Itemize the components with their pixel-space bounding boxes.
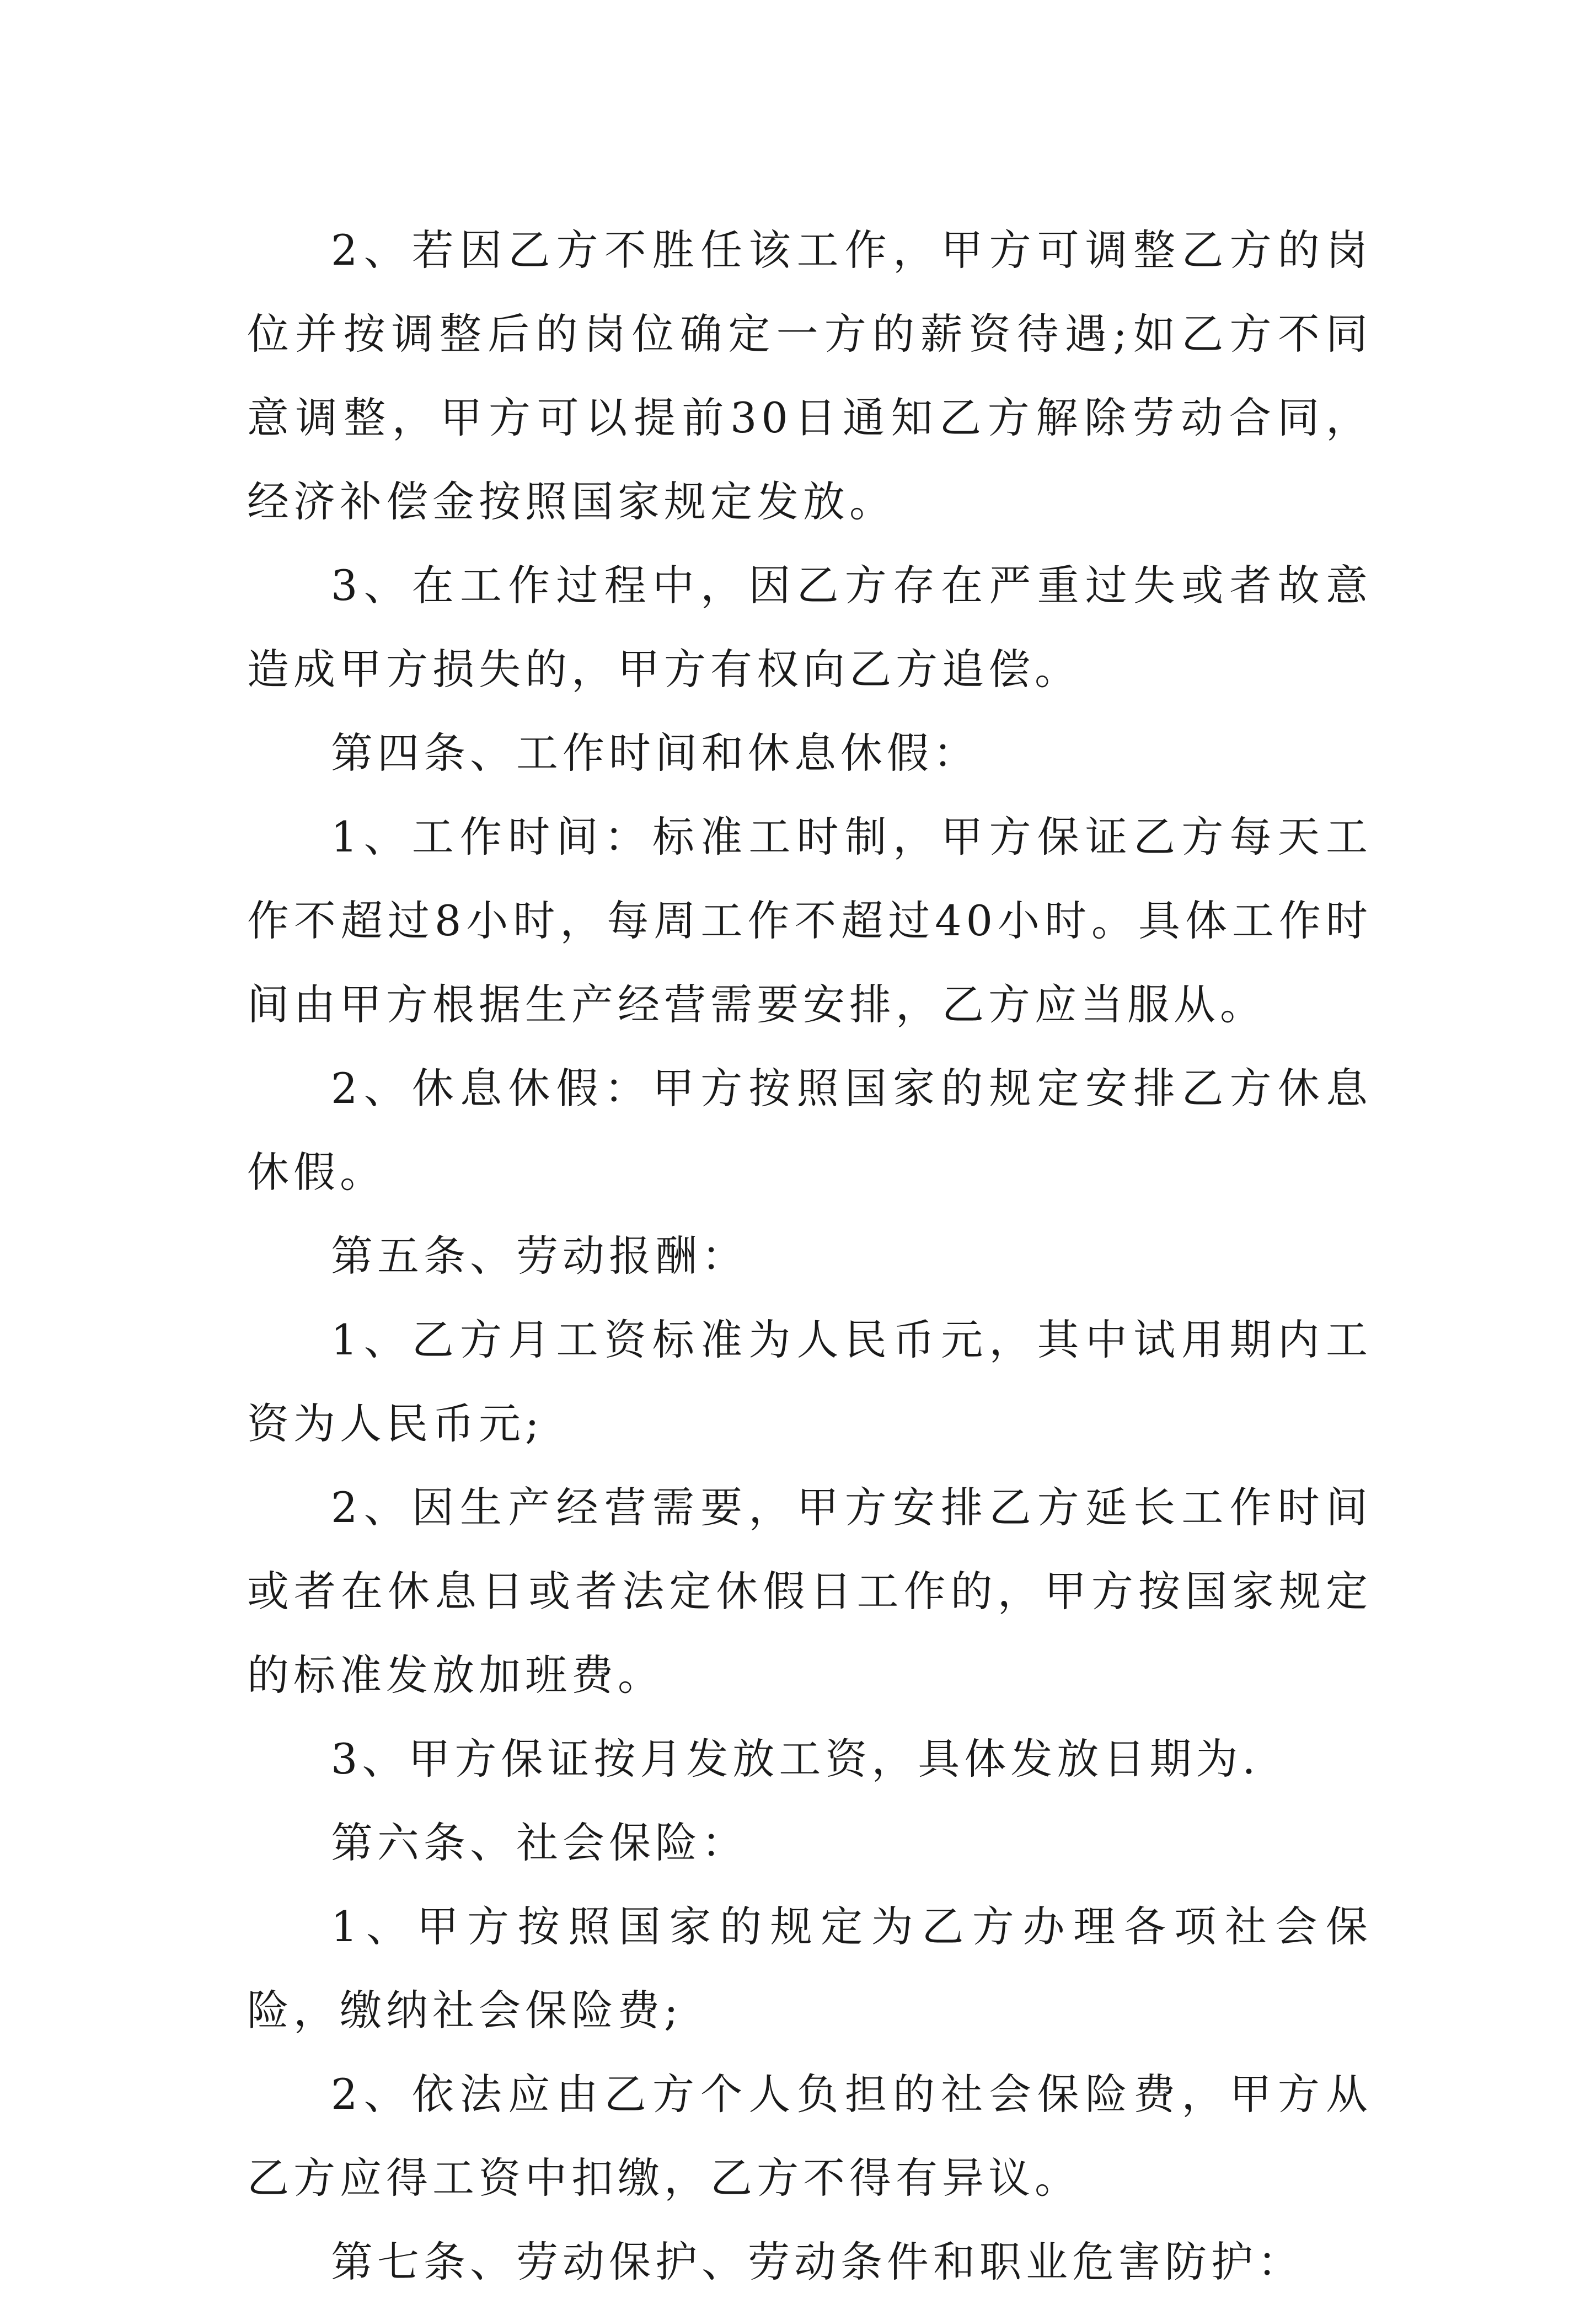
heading-article-6-social-insurance: 第六条、社会保险： [331, 1818, 748, 1867]
paragraph-clause-2-job-adjustment: 2、若因乙方不胜任该工作，甲方可调整乙方的岗位并按调整后的岗位确定一方的薪资待遇;如乙方不同意调整，甲方可以提前30日通知乙方解除劳动合同，经济补偿金按照国家规定发放。 [247, 226, 1372, 526]
heading-article-7-labor-protection: 第七条、劳动保护、劳动条件和职业危害防护： [331, 2237, 1304, 2286]
paragraph-rest-leave: 2、休息休假：甲方按照国家的规定安排乙方休息休假。 [247, 1064, 1372, 1197]
paragraph-monthly-wage: 1、乙方月工资标准为人民币元，其中试用期内工资为人民币元; [247, 1315, 1372, 1448]
paragraph-payment-date: 3、甲方保证按月发放工资，具体发放日期为. [331, 1734, 1260, 1783]
heading-article-5-remuneration: 第五条、劳动报酬： [331, 1231, 748, 1280]
paragraph-insurance-deduction: 2、依法应由乙方个人负担的社会保险费，甲方从乙方应得工资中扣缴，乙方不得有异议。 [247, 2070, 1372, 2203]
heading-article-4-working-hours: 第四条、工作时间和休息休假： [331, 728, 979, 778]
paragraph-overtime-pay: 2、因生产经营需要，甲方安排乙方延长工作时间或者在休息日或者法定休假日工作的，甲方按国家规定的标准发放加班费。 [247, 1483, 1372, 1700]
document-body [247, 208, 1372, 2304]
paragraph-insurance-enrollment: 1、甲方按照国家的规定为乙方办理各项社会保险，缴纳社会保险费; [247, 1902, 1372, 2035]
paragraph-working-time: 1、工作时间：标准工时制，甲方保证乙方每天工作不超过8小时，每周工作不超过40小时。具体工作时间由甲方根据生产经营需要安排，乙方应当服从。 [247, 812, 1372, 1029]
paragraph-clause-3-compensation: 3、在工作过程中，因乙方存在严重过失或者故意造成甲方损失的，甲方有权向乙方追偿。 [247, 561, 1372, 694]
